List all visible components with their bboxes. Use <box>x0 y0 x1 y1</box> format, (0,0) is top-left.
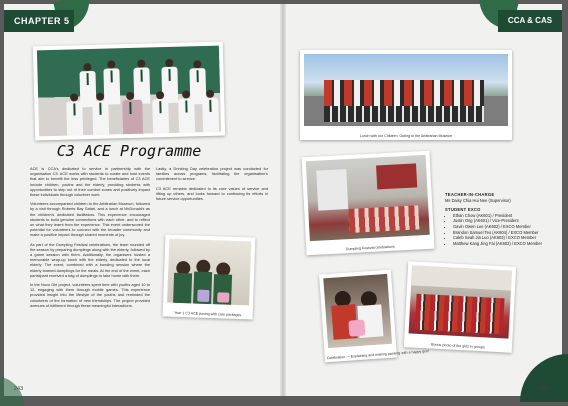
page-number-left: 243 <box>14 386 24 392</box>
body-text-column-2 <box>156 166 268 205</box>
exco-member: • Caleb Seah Jia Luo (AK603) / EXCO Member <box>453 235 555 241</box>
leaf-decoration-bottom-right <box>520 354 568 402</box>
teacher-name: Ms Daisy Chia Hui Nee (Supervisor) <box>445 197 511 203</box>
dumpling-festival-image <box>306 155 430 241</box>
museum-outing-image <box>304 54 508 126</box>
packing-image <box>323 274 392 348</box>
exco-member-list <box>445 213 555 247</box>
photo-caption: Celebration — Explaining and making packing with a happy grin! <box>326 348 430 360</box>
group-photo <box>33 42 225 141</box>
book-spread <box>4 4 562 396</box>
section-tab: CCA & CAS <box>498 10 562 32</box>
paragraph: ACE is CCA's dedicated to service in partnership with the organisation C3. ACE works with students to curate and host events that aim to benefit the less privileged. The beneficiaries of C3 ACE include children, youths and the elderly, providing students with opportunities to step out of their comfort zones and positively impact these individuals through volunteer work. <box>30 166 150 198</box>
exco-member: • Matthew Kang Jing Fai (AK602) / EXCO Member <box>453 241 555 247</box>
packing-photo <box>319 270 430 363</box>
teacher-heading: TEACHER-IN-CHARGE <box>445 192 495 197</box>
person-figure <box>66 93 83 135</box>
paragraph: Lastly, a Drinking Day celebration project was conducted for families across programs, facilitating the organisation's commitment to service. <box>156 166 268 182</box>
exco-member: • Gavin Owen Lee (AK602) / EXCO Member <box>453 224 555 230</box>
body-text-column-1 <box>30 166 150 312</box>
care-package-photo <box>163 234 256 319</box>
exco-panel <box>445 190 555 246</box>
exco-member: • Brandon Samuel Teo (AK604) / EXCO Member <box>453 230 555 236</box>
person-figure <box>152 91 169 133</box>
teacher-figure <box>122 92 139 134</box>
person-figure <box>178 90 195 132</box>
care-package-image <box>167 239 251 306</box>
page-title: C3 ACE Programme <box>56 142 202 160</box>
photo-caption: Lunch with our Children: Outing to the Arbitrarian Museum <box>359 133 453 138</box>
paragraph: As part of the Dumpling Festival celebrations, the team rounded off the season by preparing dumplings along with the elderly, followed by a game session with them. Additionally, the organisers hosted a memorable wrap-up lunch with the elderly, dedicated to the local elderly. The event, combined with a bonding session where the elderly learned dumplings for the meals. At the end of the event, each participant received a bag of dumplings to take home with them. <box>30 241 150 278</box>
person-figure <box>92 93 109 135</box>
paragraph: Volunteers accompanied children to the Arbitrarian Museum, followed by a visit through Roberts Bay Safari, and a lunch at McDonald's as the children's dedicated facilitators. This experience encouraged students to build genuine connections with each other, and to reflect on what they learnt from the experience. This event underscored the potential for volunteers to connect with the broader community and make a positive impact through shared moments of joy. <box>30 201 150 238</box>
chapter-tab: CHAPTER 5 <box>4 10 74 32</box>
person-figure <box>202 90 219 132</box>
group-hall-photo <box>404 261 516 353</box>
student-exco-heading: STUDENT EXCO <box>445 207 481 213</box>
group-photo-image <box>37 46 221 137</box>
paragraph: C3 ACE remains dedicated to its core values of service and lifting up others, and looks forward to continuing its efforts in future service opportunities. <box>156 185 268 202</box>
page-number-right: 244 <box>538 386 548 392</box>
dumpling-festival-photo <box>302 151 435 256</box>
page-gutter <box>280 4 286 396</box>
exco-member: • Justin Ong (AK601) / Vice-President <box>453 218 555 224</box>
exco-member: • Ethan Chow (AK601) / President <box>453 213 555 219</box>
paragraph: In the Nuvo Girl project, volunteers spent time with youths aged 10 to 12, engaging with them through mobile games. This experience provided insight into the lifestyle of the youths and reminded the volunteers of the formation of new friendships. The project provided avenues of fulfilment through these meaningful interactions. <box>30 282 150 308</box>
photo-caption: Year 1 C3 ACE posing with care packages <box>173 310 242 317</box>
photo-caption: Dumpling Festival celebrations <box>345 244 395 251</box>
photo-caption: Bonus photo of the girls in groups <box>431 342 485 349</box>
group-hall-image <box>409 265 512 338</box>
museum-outing-photo <box>300 50 512 140</box>
